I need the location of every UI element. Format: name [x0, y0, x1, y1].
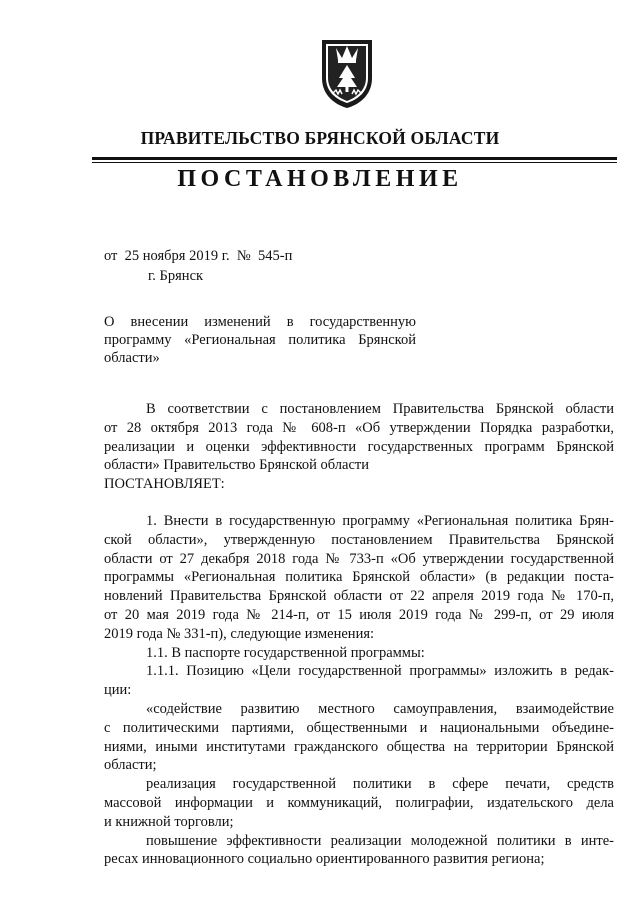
body-line: ресах инновационного социально ориентированного развития региона;: [104, 851, 545, 868]
header-rule-thick: [92, 157, 617, 160]
body-line: повышение эффективности реализации молодежной политики в инте-: [146, 832, 614, 849]
body-line: реализации и оценки эффективности государственных программ Брянской: [104, 438, 614, 455]
body-line: ции:: [104, 682, 132, 699]
body-line: области» Правительство Брянской области: [104, 457, 369, 474]
body-line: «содействие развитию местного самоуправления, взаимодействие: [146, 700, 614, 717]
body-line: массовой информации и коммуникаций, полиграфии, издательского дела: [104, 794, 614, 811]
body-line: 2019 года № 331-п), следующие изменения:: [104, 625, 375, 642]
document-city: г. Брянск: [148, 268, 204, 284]
body-line: ской области», утвержденную постановлением Правительства Брянской: [104, 531, 614, 548]
body-line: программы «Региональная политика Брянской области» (в редакции поста-: [104, 569, 614, 586]
header-rule-thin: [92, 162, 617, 163]
body-line: 1.1.1. Позицию «Цели государственной программы» изложить в редак-: [146, 663, 614, 680]
body-line: с политическими партиями, общественными и национальными объедине-: [104, 719, 614, 736]
document-subject: [104, 313, 416, 367]
body-line: от 28 октября 2013 года № 608-п «Об утверждении Порядка разработки,: [104, 419, 614, 436]
body-line: ниями, иными институтами гражданского общества на территории Брянской: [104, 738, 614, 755]
body-line: В соответствии с постановлением Правительства Брянской области: [146, 401, 614, 417]
body-line: новлений Правительства Брянской области от 22 апреля 2019 года № 170-п,: [104, 588, 614, 605]
document-type-title: ПОСТАНОВЛЕНИЕ: [177, 166, 463, 192]
subject-line: области»: [104, 350, 160, 366]
body-line: области;: [104, 757, 157, 774]
bryansk-coat-of-arms-icon: [318, 38, 376, 110]
organization-title: ПРАВИТЕЛЬСТВО БРЯНСКОЙ ОБЛАСТИ: [140, 128, 500, 148]
body-line: области от 27 декабря 2018 года № 733-п «Об утверждении государственной: [104, 550, 614, 567]
body-line: от 20 мая 2019 года № 214-п, от 15 июля 2019 года № 299-п, от 29 июля: [104, 606, 614, 623]
body-line: 1.1. В паспорте государственной программы:: [146, 644, 425, 661]
resolution-keyword: ПОСТАНОВЛЯЕТ:: [104, 476, 225, 493]
body-line: и книжной торговли;: [104, 813, 234, 830]
body-line: реализация государственной политики в сфере печати, средств: [146, 776, 614, 793]
paragraph-gap: [104, 494, 614, 512]
document-body: [104, 400, 614, 869]
subject-line: О внесении изменений в государственную: [104, 314, 416, 330]
subject-line: программу «Региональная политика Брянской: [104, 332, 416, 348]
document-date-number: от 25 ноября 2019 г. № 545-п: [104, 248, 293, 264]
body-line: 1. Внести в государственную программу «Региональная политика Брян-: [146, 512, 614, 529]
